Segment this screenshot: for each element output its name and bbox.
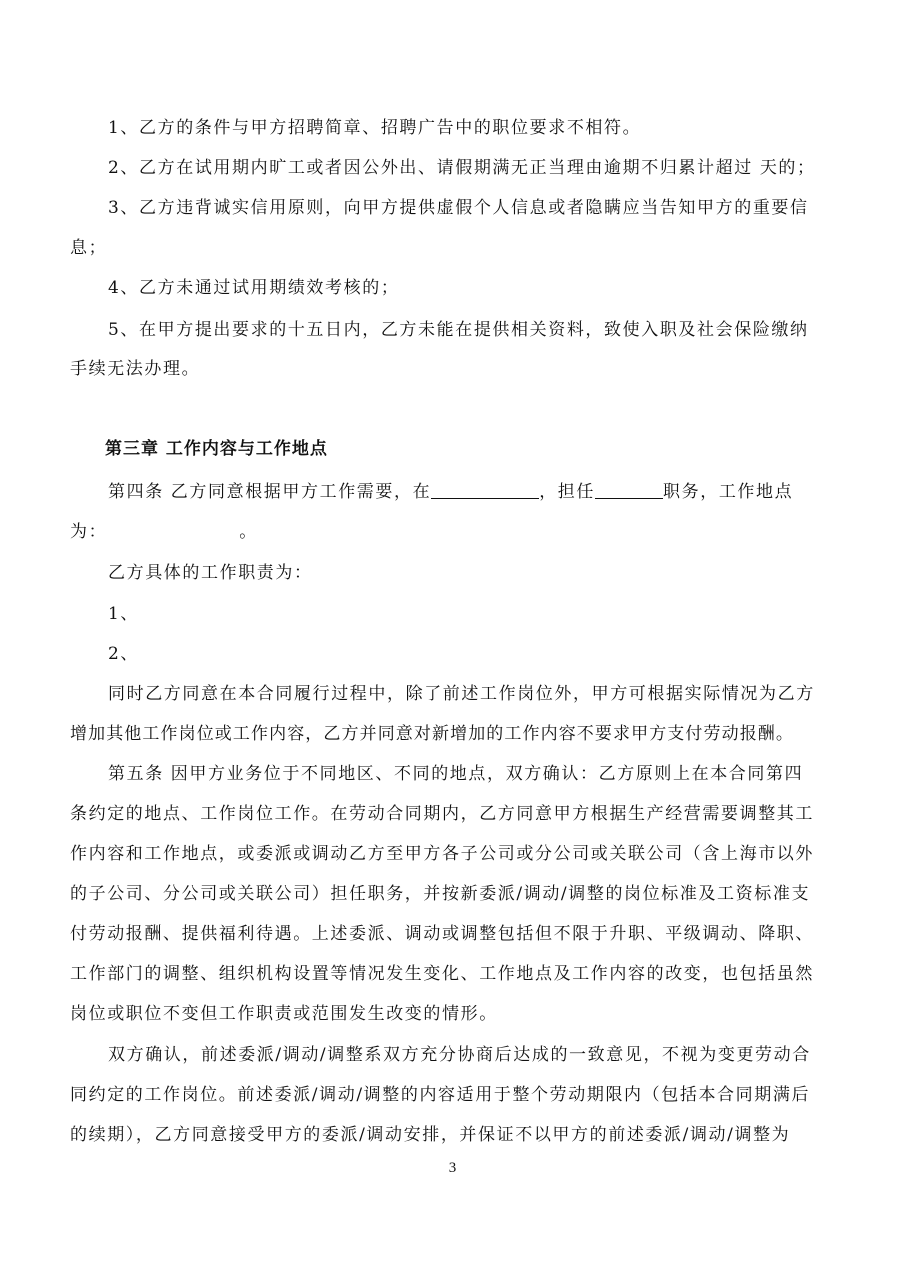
article-4-line-2 — [70, 520, 258, 544]
article-4-text-a: 第四条 乙方同意根据甲方工作需要，在 — [108, 482, 432, 502]
position-blank — [595, 480, 663, 499]
probation-item-4: 4、乙方未通过试用期绩效考核的； — [108, 278, 400, 298]
probation-item-3-line-2: 息； — [70, 238, 108, 258]
probation-item-1: 1、乙方的条件与甲方招聘简章、招聘广告中的职位要求不相符。 — [108, 118, 642, 138]
duty-item-2: 2、 — [108, 644, 140, 664]
additional-duties-line-2: 增加其他工作岗位或工作内容，乙方并同意对新增加的工作内容不要求甲方支付劳动报酬。 — [70, 724, 794, 744]
duties-label: 乙方具体的工作职责为： — [108, 563, 313, 583]
article-5-line-1: 第五条 因甲方业务位于不同地区、不同的地点，双方确认：乙方原则上在本合同第四 — [108, 764, 804, 784]
article-5-line-2: 条约定的地点、工作岗位工作。在劳动合同期内，乙方同意甲方根据生产经营需要调整其工 — [70, 804, 814, 824]
article-5-line-4: 的子公司、分公司或关联公司）担任职务，并按新委派/调动/调整的岗位标准及工资标准支 — [70, 884, 811, 904]
probation-item-3-line-1: 3、乙方违背诚实信用原则，向甲方提供虚假个人信息或者隐瞒应当告知甲方的重要信 — [108, 198, 809, 218]
chapter-heading: 第三章 工作内容与工作地点 — [105, 439, 328, 459]
work-location-end: 。 — [239, 522, 258, 542]
article-4-text-b: ，担任 — [539, 482, 596, 502]
probation-item-2: 2、乙方在试用期内旷工或者因公外出、请假期满无正当理由逾期不归累计超过 天的； — [108, 158, 816, 178]
article-5-line-3: 作内容和工作地点，或委派或调动乙方至甲方各子公司或分公司或关联公司（含上海市以外 — [70, 844, 814, 864]
probation-item-5-line-1: 5、在甲方提出要求的十五日内，乙方未能在提供相关资料，致使入职及社会保险缴纳 — [108, 320, 809, 340]
confirmation-line-2: 同约定的工作岗位。前述委派/调动/调整的内容适用于整个劳动期限内（包括本合同期满后 — [70, 1085, 811, 1105]
confirmation-line-3: 的续期），乙方同意接受甲方的委派/调动安排，并保证不以甲方的前述委派/调动/调整为 — [70, 1125, 791, 1145]
article-5-line-5: 付劳动报酬、提供福利待遇。上述委派、调动或调整包括但不限于升职、平级调动、降职、 — [70, 924, 814, 944]
confirmation-line-1: 双方确认，前述委派/调动/调整系双方充分协商后达成的一致意见，不视为变更劳动合 — [108, 1045, 811, 1065]
page-number: 3 — [448, 1160, 457, 1176]
probation-item-5-line-2: 手续无法办理。 — [70, 359, 201, 379]
article-5-line-7: 岗位或职位不变但工作职责或范围发生改变的情形。 — [70, 1004, 498, 1024]
article-4-text-c: 职务，工作地点 — [663, 482, 794, 502]
duty-item-1: 1、 — [108, 604, 140, 624]
work-unit-blank — [431, 480, 539, 499]
additional-duties-line-1: 同时乙方同意在本合同履行过程中，除了前述工作岗位外，甲方可根据实际情况为乙方 — [108, 684, 815, 704]
article-4-line-1 — [108, 480, 793, 504]
article-5-line-6: 工作部门的调整、组织机构设置等情况发生变化、工作地点及工作内容的改变，也包括虽然 — [70, 964, 814, 984]
work-location-label: 为： — [70, 522, 108, 542]
